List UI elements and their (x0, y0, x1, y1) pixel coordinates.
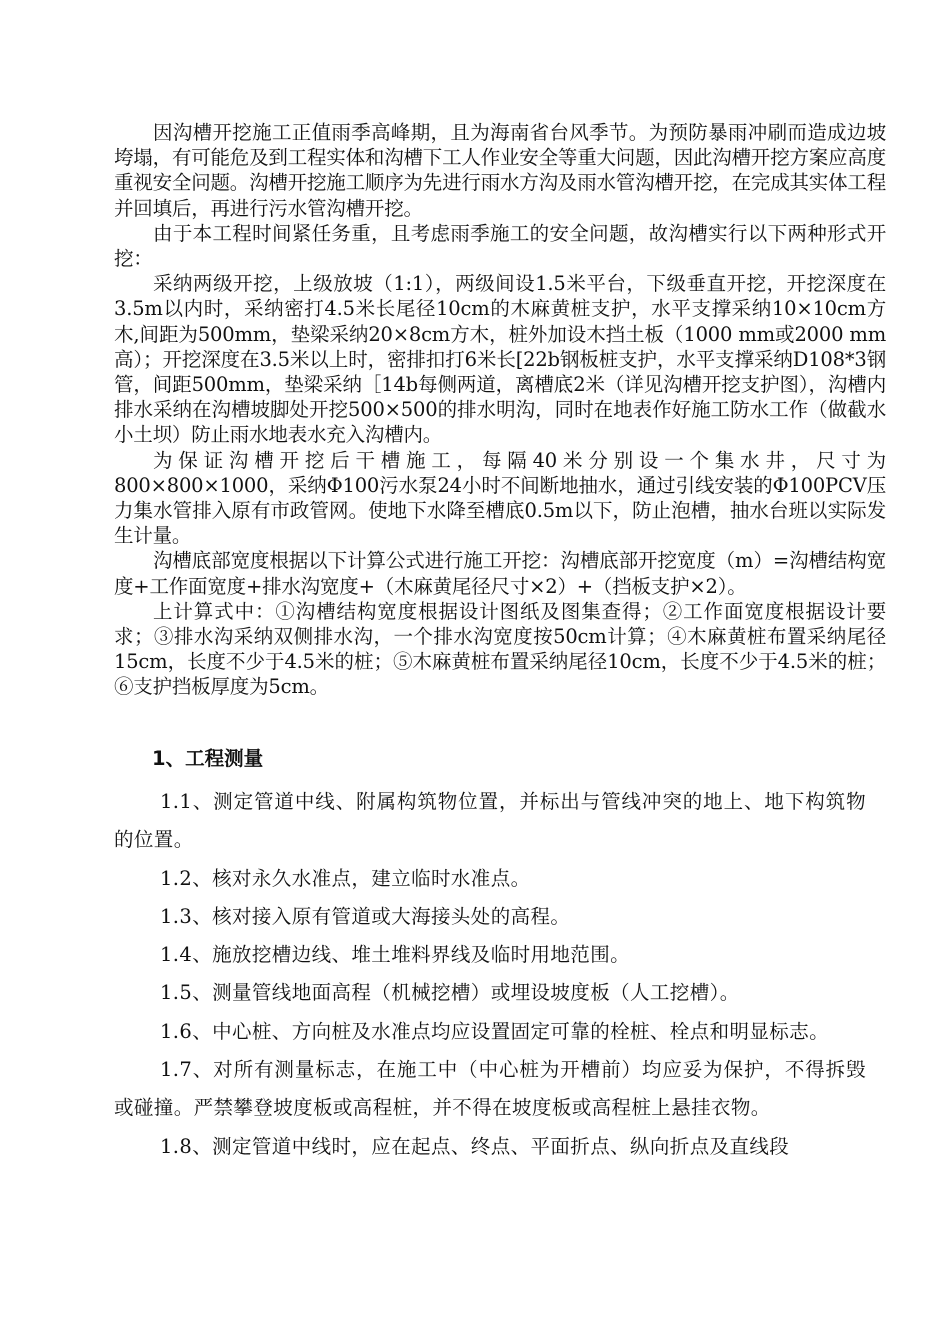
paragraph-two-methods: 由于本工程时间紧任务重，且考虑雨季施工的安全问题，故沟槽实行以下两种形式开挖： (114, 221, 886, 271)
paragraph-formula-notes: 上计算式中：①沟槽结构宽度根据设计图纸及图集查得；②工作面宽度根据设计要求；③排水沟采纳双侧排水沟，一个排水沟宽度按50cm计算；④木麻黄桩布置采纳尾径15cm，长度不少于4.5米的桩；⑤木麻黄桩布置采纳尾径10cm，长度不少于4.5米的桩；⑥支护挡板厚度为5cm。 (114, 599, 886, 699)
survey-item: 1.1、测定管道中线、附属构筑物位置，并标出与管线冲突的地上、地下构筑物的位置。 (114, 790, 866, 852)
section-heading: 1、工程测量 (152, 747, 264, 770)
paragraph-rainy-season: 因沟槽开挖施工正值雨季高峰期，且为海南省台风季节。为预防暴雨冲刷而造成边坡垮塌，有可能危及到工程实体和沟槽下工人作业安全等重大问题，因此沟槽开挖方案应高度重视安全问题。沟槽开挖施工顺序为先进行雨水方沟及雨水管沟槽开挖，在完成其实体工程并回填后，再进行污水管沟槽开挖。 (114, 121, 887, 220)
paragraph-width-formula: 沟槽底部宽度根据以下计算公式进行施工开挖：沟槽底部开挖宽度（m）=沟槽结构宽度+工作面宽度+排水沟宽度+（木麻黄尾径尺寸×2）+（挡板支护×2）。 (114, 549, 886, 598)
survey-item: 1.6、中心桩、方向桩及水准点均应设置固定可靠的栓桩、栓点和明显标志。 (160, 1019, 830, 1043)
survey-section (114, 783, 866, 1166)
survey-item: 1.3、核对接入原有管道或大海接头处的高程。 (160, 904, 571, 928)
survey-item: 1.8、测定管道中线时，应在起点、终点、平面折点、纵向折点及直线段 (160, 1134, 790, 1158)
paragraph-support-method: 采纳两级开挖，上级放坡（1:1），两级间设1.5米平台，下级垂直开挖，开挖深度在3.5m以内时，采纳密打4.5米长尾径10cm的木麻黄桩支护，水平支撑采纳10×10cm方木,间距为500mm，垫梁采纳20×8cm方木，桩外加设木挡土板（1000 mm或2000 mm高）；开挖深度在3.5米以上时，密排扣打6米长[22b钢板桩支护，水平支撑采纳D108*3钢管，间距500mm，垫梁采纳［14b每侧两道，离槽底2米（详见沟槽开挖支护图），沟槽内排水采纳在沟槽坡脚处开挖500×500的排水明沟，同时在地表作好施工防水工作（做截水小土坝）防止雨水地表水充入沟槽内。 (114, 272, 886, 447)
excavation-section (114, 120, 886, 700)
paragraph-dewatering: 为保证沟槽开挖后干槽施工，每隔40米分别设一个集水井，尺寸为800×800×1000，采纳Φ100污水泵24小时不间断地抽水，通过引线安装的Φ100PCV压力集水管排入原有市政管网。使地下水降至槽底0.5m以下，防止泡槽，抽水台班以实际发生计量。 (114, 448, 886, 548)
survey-item: 1.2、核对永久水准点，建立临时水准点。 (160, 866, 531, 890)
survey-item: 1.4、施放挖槽边线、堆土堆料界线及临时用地范围。 (160, 943, 631, 967)
survey-item: 1.7、对所有测量标志，在施工中（中心桩为开槽前）均应妥为保护，不得拆毁或碰撞。严禁攀登坡度板或高程桩，并不得在坡度板或高程桩上悬挂衣物。 (114, 1058, 866, 1120)
survey-item: 1.5、测量管线地面高程（机械挖槽）或埋设坡度板（人工挖槽）。 (160, 981, 740, 1005)
